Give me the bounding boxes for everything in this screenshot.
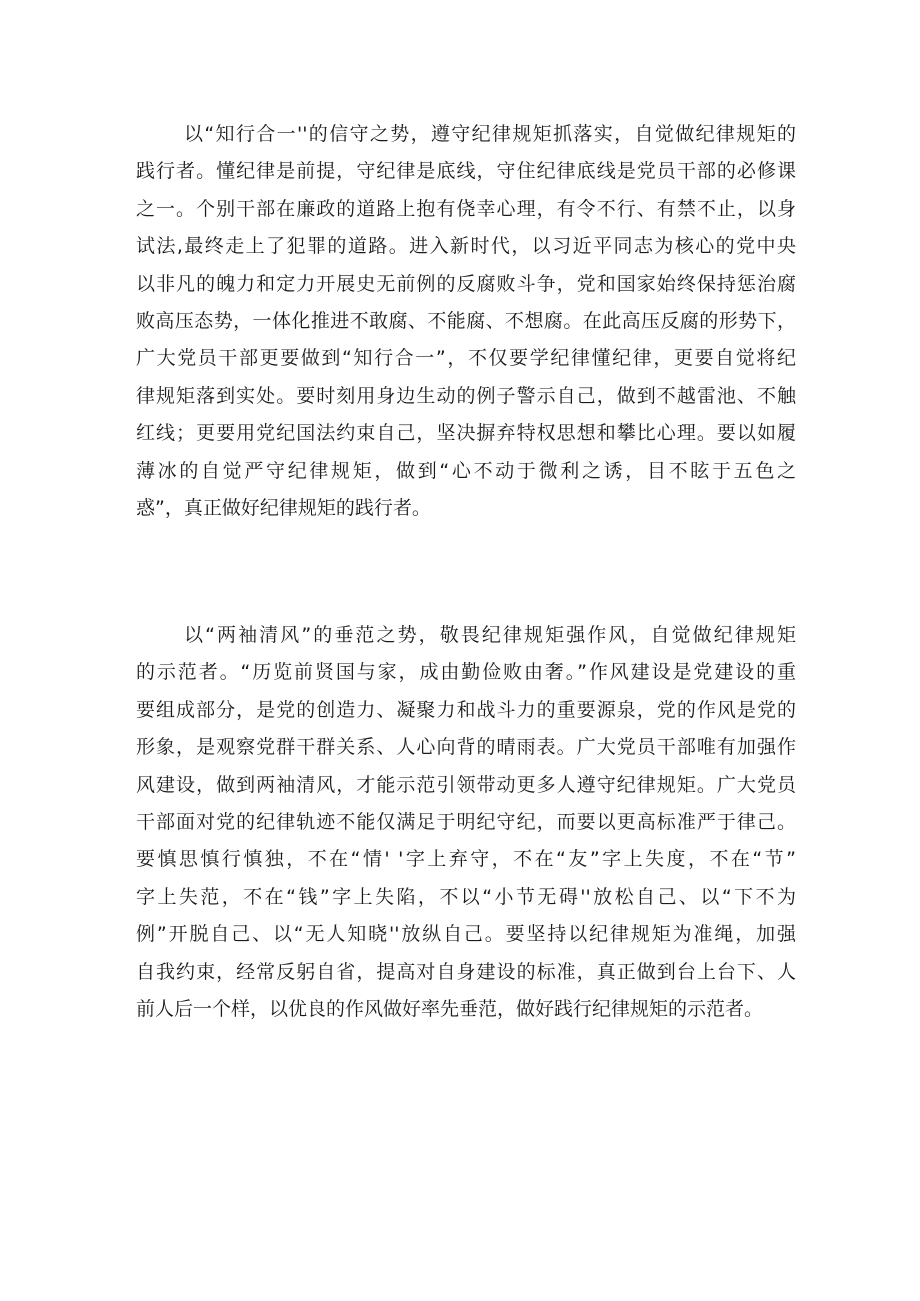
paragraph-line: 要慎思慎行慎独，不在“情' '字上弃守，不在“友”字上失度，不在“节”	[136, 848, 796, 871]
paragraph-line: 的示范者。“历览前贤国与家，成由勤俭败由奢。”作风建设是党建设的重	[136, 661, 796, 684]
paragraph-practitioner	[136, 116, 796, 527]
paragraph-line: 试法,最终走上了犯罪的道路。进入新时代，以习近平同志为核心的党中央	[136, 235, 796, 258]
paragraph-line: 败高压态势，一体化推进不敢腐、不能腐、不想腐。在此高压反腐的形势下，	[136, 309, 796, 332]
paragraph-line: 要组成部分，是党的创造力、凝聚力和战斗力的重要源泉，党的作风是党的	[136, 698, 796, 721]
paragraph-line: 干部面对党的纪律轨迹不能仅满足于明纪守纪，而要以更高标准严于律己。	[136, 810, 796, 833]
paragraph-line: 惑”，真正做好纪律规矩的践行者。	[136, 496, 431, 519]
paragraph-line: 以“知行合一''的信守之势，遵守纪律规矩抓落实，自觉做纪律规矩的	[184, 123, 796, 145]
paragraph-line: 字上失范，不在“钱”字上失陷，不以“小节无碍''放松自己、以“下不为	[136, 885, 796, 908]
paragraph-exemplar	[136, 617, 796, 1028]
paragraph-line: 风建设，做到两袖清风，才能示范引领带动更多人遵守纪律规矩。广大党员	[136, 773, 796, 796]
paragraph-line: 自我约束，经常反躬自省，提高对自身建设的标准，真正做到台上台下、人	[136, 960, 796, 983]
paragraph-line: 践行者。懂纪律是前提，守纪律是底线，守住纪律底线是党员干部的必修课	[136, 160, 796, 183]
paragraph-line: 以非凡的魄力和定力开展史无前例的反腐败斗争，党和国家始终保持惩治腐	[136, 272, 796, 295]
paragraph-line: 广大党员干部更要做到“知行合一”，不仅要学纪律懂纪律，更要自觉将纪	[136, 347, 796, 370]
paragraph-line: 红线；更要用党纪国法约束自己，坚决摒弃特权思想和攀比心理。要以如履	[136, 422, 796, 445]
paragraph-line: 薄冰的自觉严守纪律规矩，做到“心不动于微利之诱，目不眩于五色之	[136, 459, 796, 482]
paragraph-line: 前人后一个样，以优良的作风做好率先垂范，做好践行纪律规矩的示范者。	[136, 997, 764, 1020]
paragraph-line: 形象，是观察党群干群关系、人心向背的晴雨表。广大党员干部唯有加强作	[136, 736, 796, 759]
paragraph-line: 以“两袖清风”的垂范之势，敬畏纪律规矩强作风，自觉做纪律规矩	[184, 624, 796, 646]
paragraph-line: 律规矩落到实处。要时刻用身边生动的例子警示自己，做到不越雷池、不触	[136, 384, 796, 407]
paragraph-line: 例”开脱自己、以“无人知晓''放纵自己。要坚持以纪律规矩为准绳，加强	[136, 923, 796, 946]
paragraph-line: 之一。个别干部在廉政的道路上抱有侥幸心理，有令不行、有禁不止，以身	[136, 197, 796, 220]
